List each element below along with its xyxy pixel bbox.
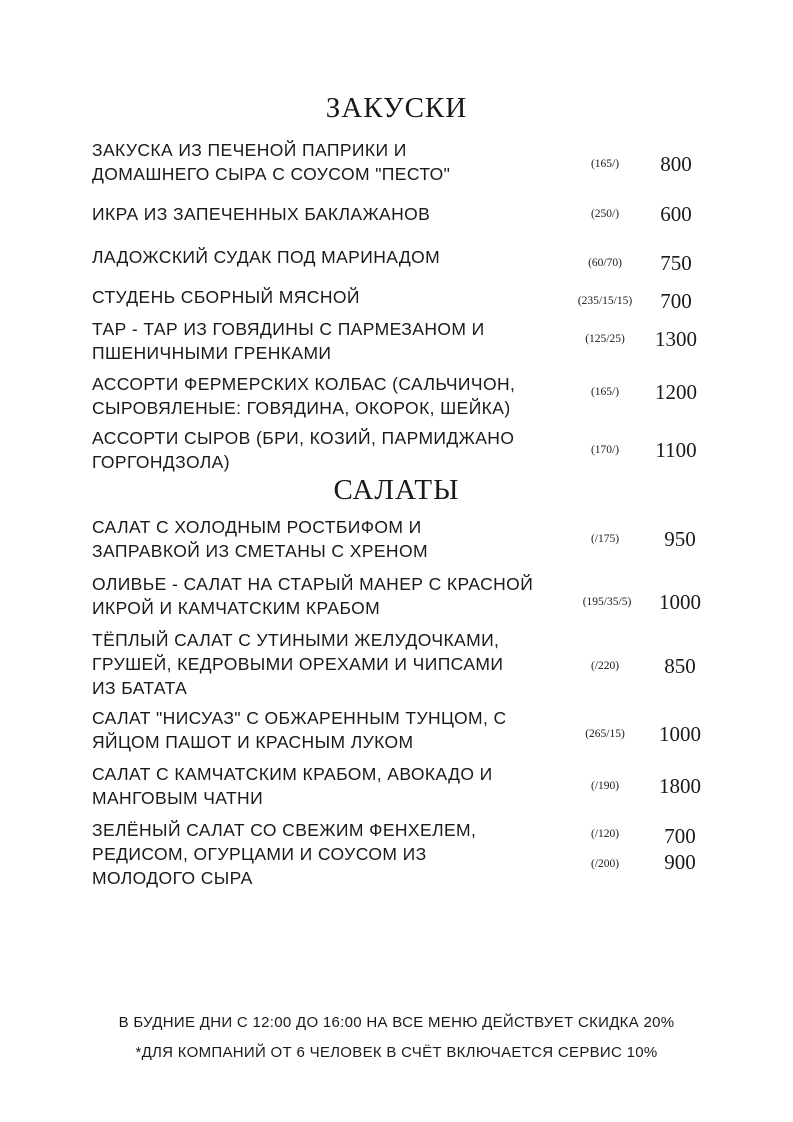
item-weight: (165/) [590,158,620,170]
item-price: 950 [664,527,696,551]
item-weight: (165/) [590,386,620,398]
item-name: ИКРА ИЗ ЗАПЕЧЕННЫХ БАКЛАЖАНОВ [92,204,431,224]
item-name: ТЁПЛЫЙ САЛАТ С УТИНЫМИ ЖЕЛУДОЧКАМИ, ГРУШЕЙ, КЕДРОВЫМИ ОРЕХАМИ И ЧИПСАМИ ИЗ БАТАТА [92,630,504,698]
menu-item [92,138,792,198]
item-name: САЛАТ "НИСУАЗ" С ОБЖАРЕННЫМ ТУНЦОМ, С ЯЙЦОМ ПАШОТ И КРАСНЫМ ЛУКОМ [92,708,507,752]
item-weight: (/120) [590,828,620,840]
item-name: ТАР - ТАР ИЗ ГОВЯДИНЫ С ПАРМЕЗАНОМ И ПШЕНИЧНЫМИ ГРЕНКАМИ [92,319,485,363]
item-weight: (195/35/5) [582,596,632,608]
footer-discount-note: В БУДНИЕ ДНИ С 12:00 ДО 16:00 НА ВСЕ МЕНЮ ДЕЙСТВУЕТ СКИДКА 20% [118,1014,675,1031]
menu-item [92,628,792,698]
item-name: АССОРТИ СЫРОВ (БРИ, КОЗИЙ, ПАРМИДЖАНО ГОРГОНДЗОЛА) [92,428,515,472]
item-name: САЛАТ С КАМЧАТСКИМ КРАБОМ, АВОКАДО И МАНГОВЫМ ЧАТНИ [92,764,493,808]
item-name: СТУДЕНЬ СБОРНЫЙ МЯСНОЙ [92,287,360,307]
footer-service-note: *ДЛЯ КОМПАНИЙ ОТ 6 ЧЕЛОВЕК В СЧЁТ ВКЛЮЧАЕТСЯ СЕРВИС 10% [135,1044,658,1061]
item-name: ЛАДОЖСКИЙ СУДАК ПОД МАРИНАДОМ [92,247,441,267]
menu-item [92,706,792,766]
item-weight: (265/15) [585,728,625,740]
item-weight: (/175) [590,533,620,545]
item-price: 1000 [659,590,701,614]
item-price: 800 [660,152,692,176]
item-weight: (60/70) [588,257,622,269]
item-price: 600 [660,202,692,226]
item-name: ЗАКУСКА ИЗ ПЕЧЕНОЙ ПАПРИКИ И ДОМАШНЕГО СЫРА С СОУСОМ "ПЕСТО" [92,140,451,184]
item-price: 700 [664,824,696,848]
item-name: АССОРТИ ФЕРМЕРСКИХ КОЛБАС (САЛЬЧИЧОН, СЫРОВЯЛЕНЫЕ: ГОВЯДИНА, ОКОРОК, ШЕЙКА) [92,374,516,418]
section-title-zakuski: ЗАКУСКИ [325,92,468,124]
section-title-salaty: САЛАТЫ [333,474,460,506]
item-price: 1800 [659,774,701,798]
item-weight: (235/15/15) [577,295,633,307]
item-weight: (250/) [590,208,620,220]
item-price: 850 [664,654,696,678]
item-price: 1000 [659,722,701,746]
item-name: ОЛИВЬЕ - САЛАТ НА СТАРЫЙ МАНЕР С КРАСНОЙ ИКРОЙ И КАМЧАТСКИМ КРАБОМ [92,574,534,618]
menu-item [92,317,792,377]
menu-item [92,762,792,822]
item-weight: (125/25) [585,333,625,345]
menu-item [92,515,792,575]
menu-item [92,818,792,888]
item-weight: (/220) [590,660,620,672]
item-price: 1100 [655,438,697,462]
item-weight: (/190) [590,780,620,792]
item-price: 1200 [655,380,697,404]
item-price: 700 [660,289,692,313]
item-price: 750 [660,251,692,275]
item-weight-2: (/200) [590,858,620,870]
item-price: 1300 [655,327,697,351]
item-name: ЗЕЛЁНЫЙ САЛАТ СО СВЕЖИМ ФЕНХЕЛЕМ, РЕДИСОМ, ОГУРЦАМИ И СОУСОМ ИЗ МОЛОДОГО СЫРА [92,820,477,888]
menu-item [92,572,792,632]
menu-item [92,372,792,432]
item-price-2: 900 [664,850,696,874]
item-name: САЛАТ С ХОЛОДНЫМ РОСТБИФОМ И ЗАПРАВКОЙ ИЗ СМЕТАНЫ С ХРЕНОМ [92,517,428,561]
item-weight: (170/) [590,444,620,456]
